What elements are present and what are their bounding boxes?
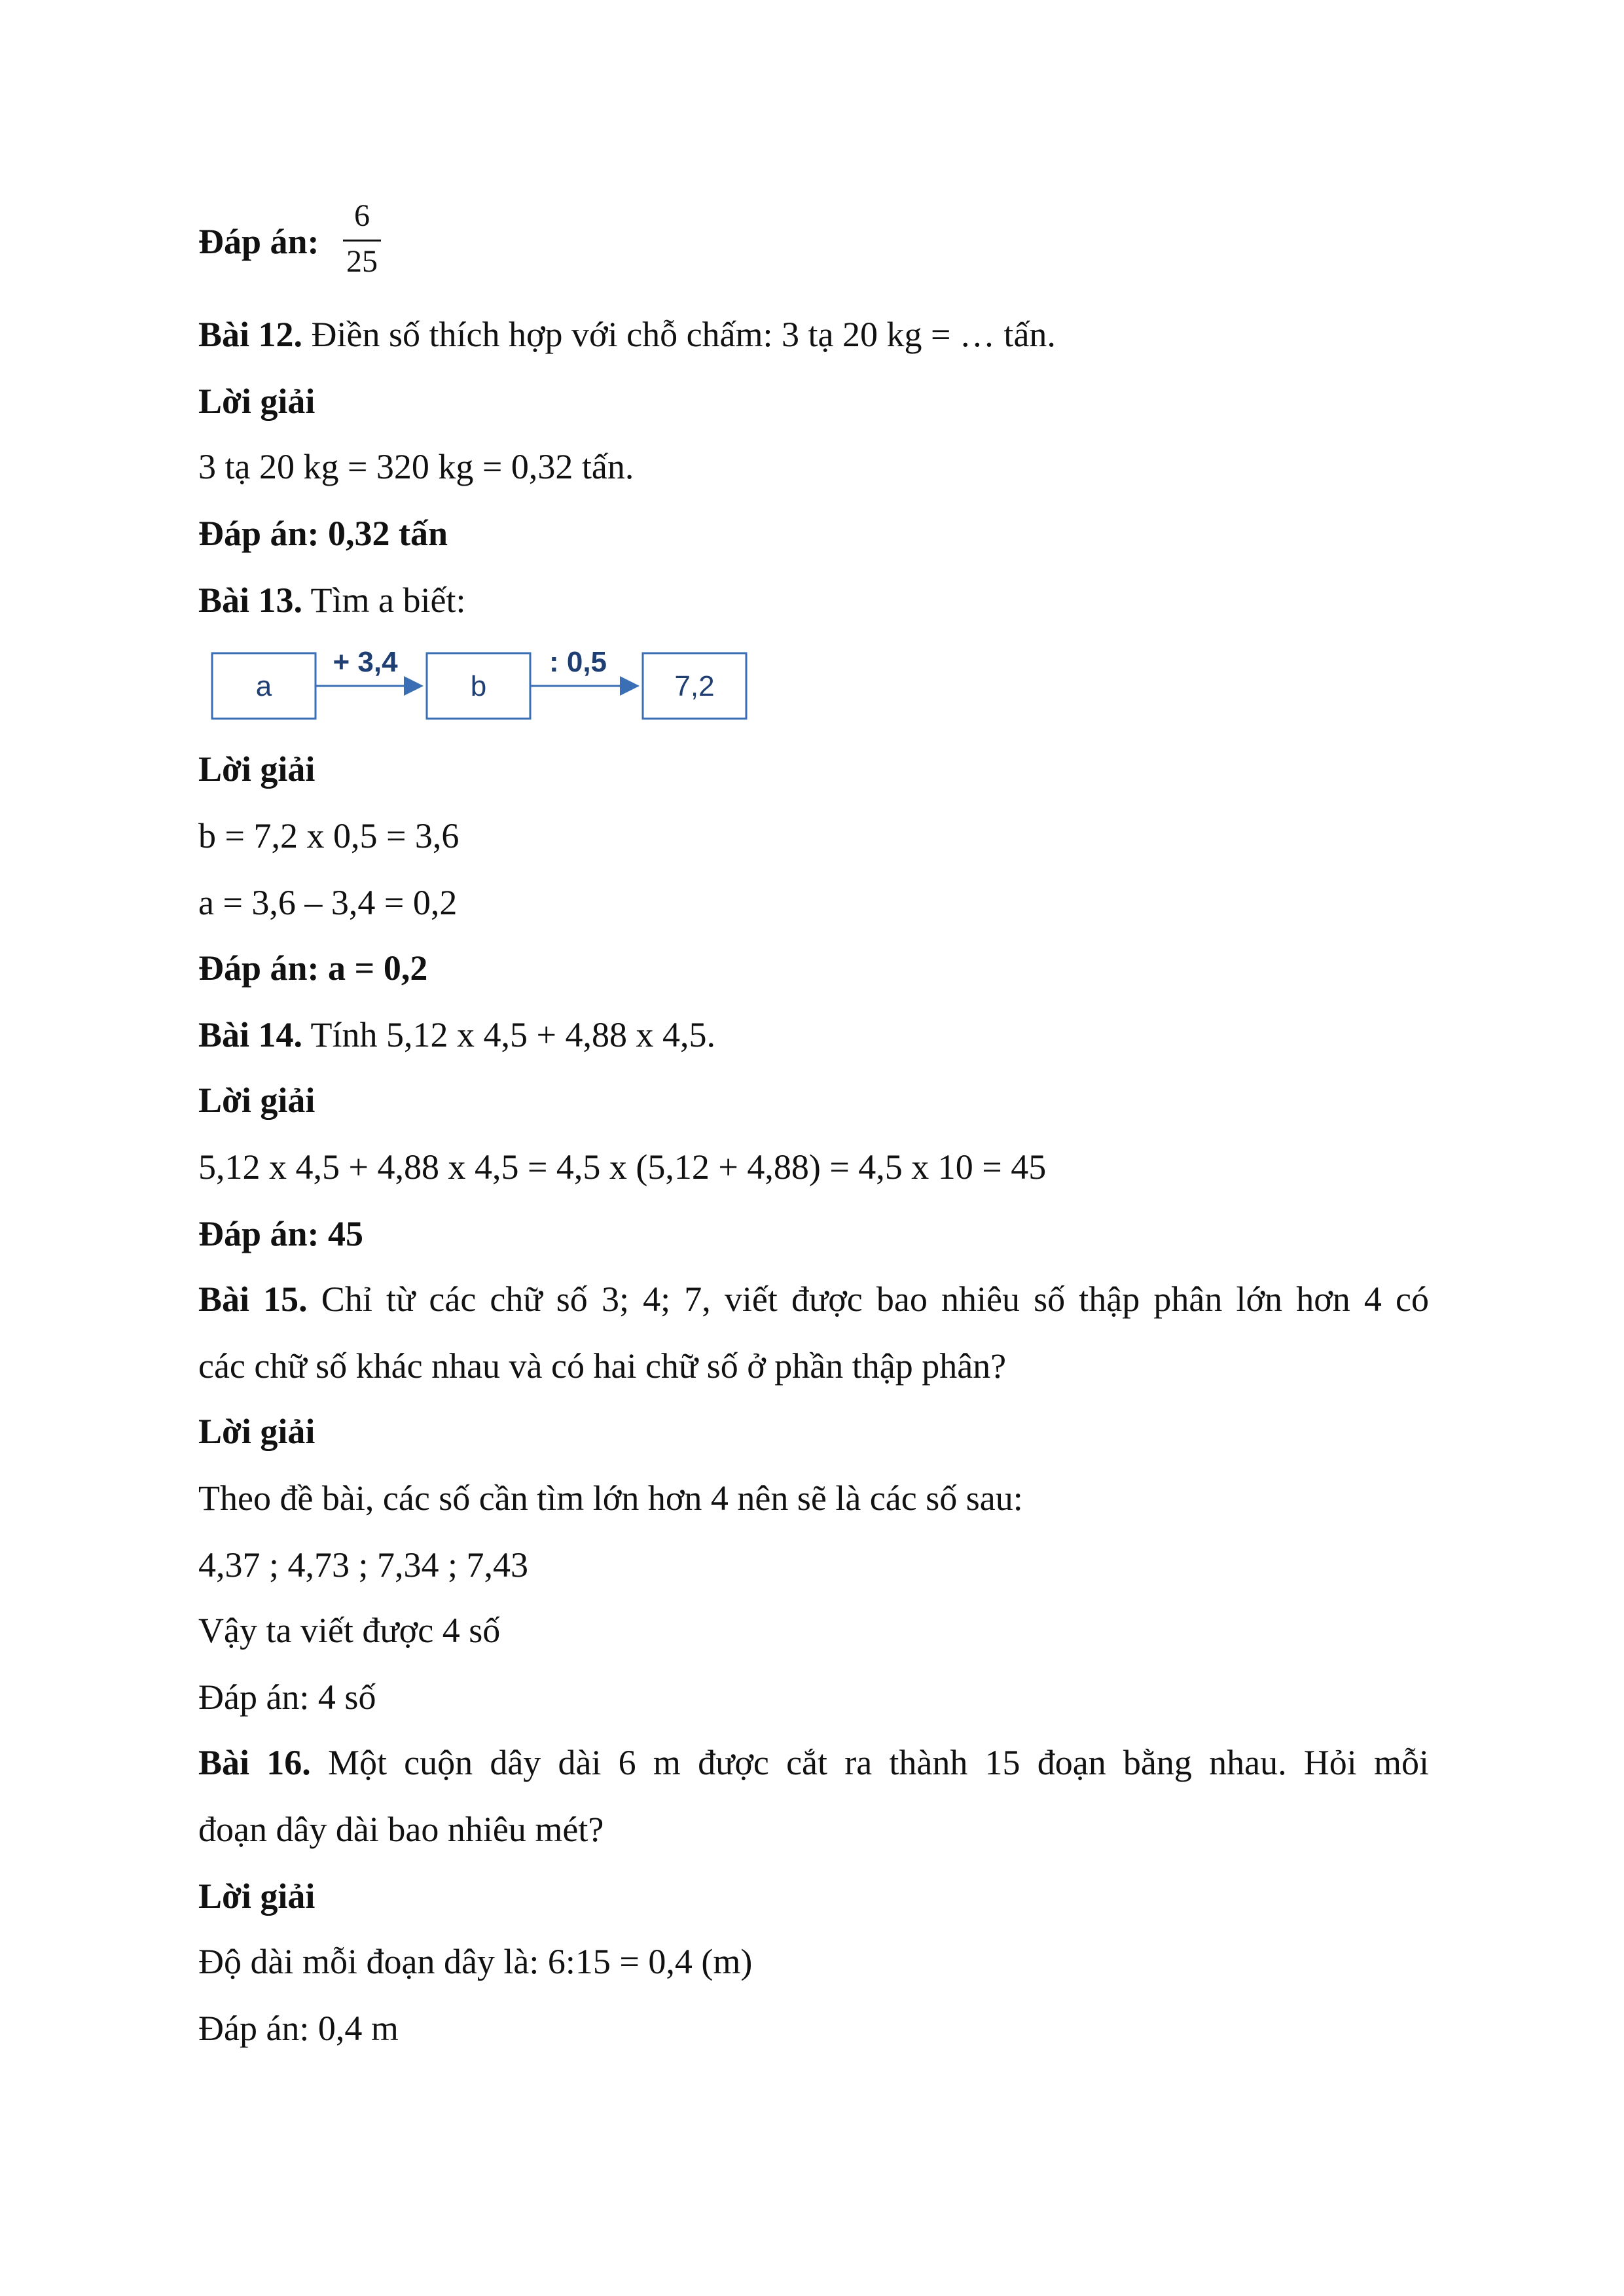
solution-text: 5,12 x 4,5 + 4,88 x 4,5 = 4,5 x (5,12 + 4,88) = 4,5 x 10 = 45: [198, 1147, 1047, 1187]
problem-number: Bài 13.: [198, 581, 303, 620]
flow-diagram: [208, 634, 758, 725]
solution-heading: Lời giải: [198, 1081, 316, 1120]
problem-text: Tìm a biết:: [302, 581, 466, 620]
fraction-numerator: 6: [354, 198, 370, 233]
problem-number: Bài 16.: [198, 1743, 311, 1782]
problem-text: Điền số thích hợp với chỗ chấm: 3 tạ 20 kg = … tấn.: [302, 315, 1056, 354]
problem-12: [198, 313, 1056, 356]
problem-text-continued: các chữ số khác nhau và có hai chữ số ở phần thập phân?: [198, 1346, 1007, 1386]
box-result-label: 7,2: [674, 670, 715, 702]
solution-text: 4,37 ; 4,73 ; 7,34 ; 7,43: [198, 1545, 529, 1585]
fraction-denominator: 25: [346, 244, 378, 279]
box-b-label: b: [470, 670, 487, 702]
fraction-bar: [343, 240, 381, 242]
operation-2-label: : 0,5: [549, 646, 607, 678]
problem-text: Một cuộn dây dài 6 m được cắt ra thành 15 đoạn bằng nhau. Hỏi mỗi: [310, 1743, 1429, 1782]
solution-text: Vậy ta viết được 4 số: [198, 1611, 501, 1650]
problem-text: Tính 5,12 x 4,5 + 4,88 x 4,5.: [302, 1015, 715, 1054]
problem-14: [198, 1013, 715, 1056]
answer-line: Đáp án: a = 0,2: [198, 948, 428, 988]
solution-heading: Lời giải: [198, 1412, 316, 1451]
problem-text: Chỉ từ các chữ số 3; 4; 7, viết được bao nhiêu số thập phân lớn hơn 4 có: [307, 1280, 1429, 1319]
answer-line: Đáp án: 45: [198, 1214, 364, 1253]
problem-text-continued: đoạn dây dài bao nhiêu mét?: [198, 1810, 604, 1849]
problem-15: [198, 1278, 1429, 1321]
solution-heading: Lời giải: [198, 382, 316, 421]
solution-text: 3 tạ 20 kg = 320 kg = 0,32 tấn.: [198, 447, 634, 486]
solution-text: Độ dài mỗi đoạn dây là: 6:15 = 0,4 (m): [198, 1942, 753, 1981]
answer-line: Đáp án: 0,4 m: [198, 2009, 399, 2048]
answer-label-11: [198, 220, 319, 263]
solution-heading: Lời giải: [198, 1876, 316, 1916]
answer-label: Đáp án:: [198, 222, 319, 261]
operation-1-label: + 3,4: [333, 646, 398, 678]
problem-16: [198, 1741, 1429, 1784]
problem-13: [198, 579, 466, 622]
answer-line: Đáp án: 4 số: [198, 1677, 376, 1717]
solution-heading: Lời giải: [198, 749, 316, 789]
answer-line: Đáp án: 0,32 tấn: [198, 514, 448, 553]
solution-text: b = 7,2 x 0,5 = 3,6: [198, 816, 460, 855]
solution-text: a = 3,6 – 3,4 = 0,2: [198, 883, 458, 922]
problem-number: Bài 14.: [198, 1015, 303, 1054]
box-a-label: a: [255, 670, 272, 702]
problem-number: Bài 12.: [198, 315, 303, 354]
problem-number: Bài 15.: [198, 1280, 308, 1319]
solution-text: Theo đề bài, các số cần tìm lớn hơn 4 nên sẽ là các số sau:: [198, 1479, 1023, 1518]
